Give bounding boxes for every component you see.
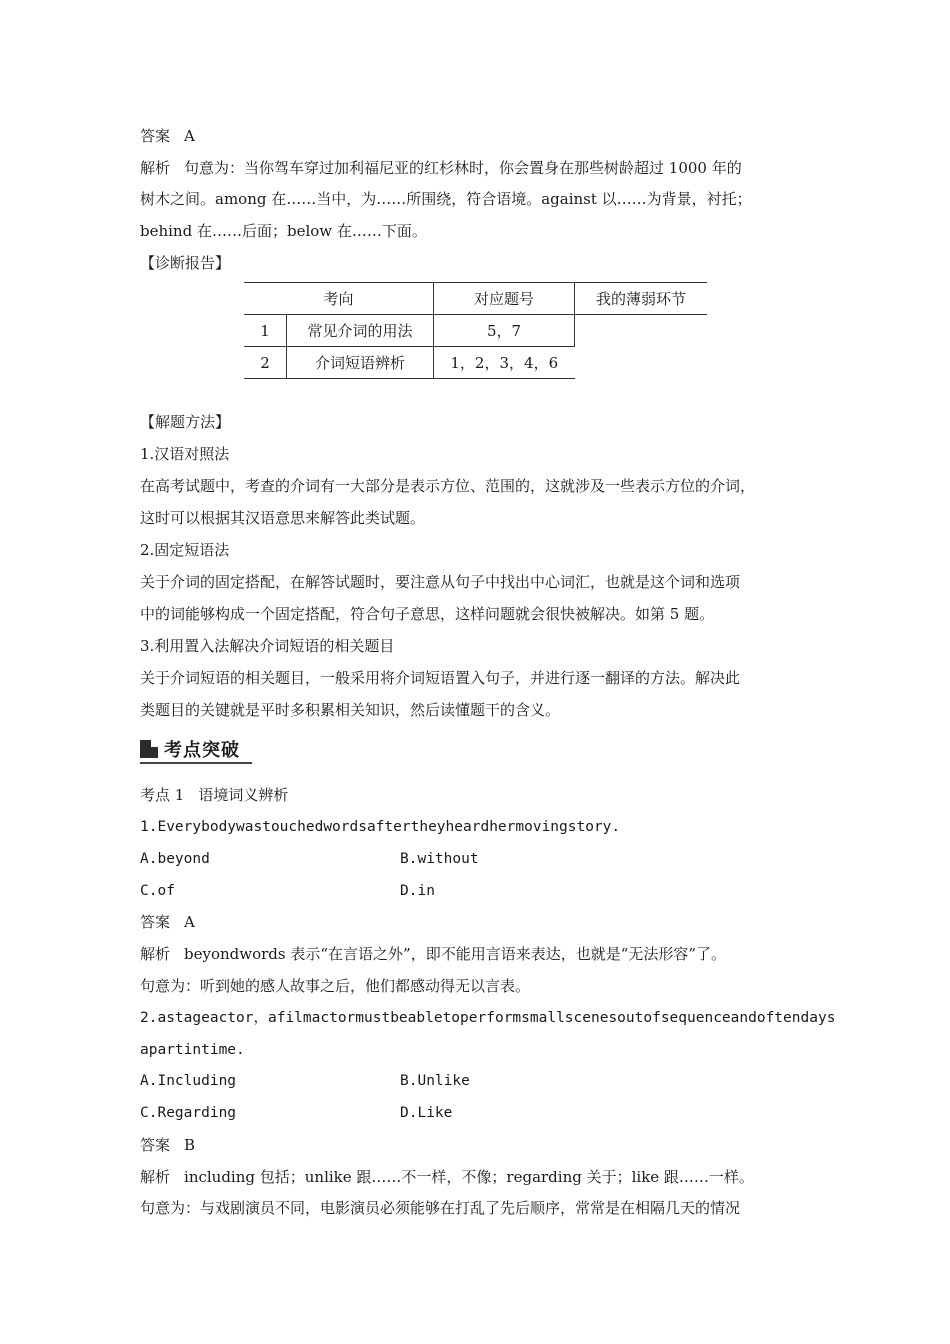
analysis-text: including 包括；unlike 跟……不一样，不像；regarding 关于；like 跟……一样。	[184, 1168, 754, 1186]
square-corner-icon	[140, 740, 158, 758]
method-title: 3.利用置入法解决介词短语的相关题目	[140, 637, 395, 655]
analysis-line	[140, 944, 726, 964]
analysis-line	[140, 1167, 754, 1187]
answer-line	[140, 126, 195, 146]
method-text: 关于介词短语的相关题目，一般采用将介词短语置入句子，并进行逐一翻译的方法。解决此	[140, 669, 741, 687]
kaodian-label: 考点 1	[140, 786, 185, 804]
method-text: 类题目的关键就是平时多积累相关知识，然后读懂题干的含义。	[140, 701, 561, 719]
section-title	[140, 736, 240, 762]
option-b: B.without	[400, 851, 479, 867]
analysis-label: 解析	[140, 1168, 171, 1186]
answer-label: 答案	[140, 127, 171, 145]
analysis-label: 解析	[140, 159, 171, 177]
analysis-text: behind 在……后面；below 在……下面。	[140, 222, 427, 240]
answer-value: A	[184, 127, 195, 145]
section-title-text: 考点突破	[164, 740, 240, 761]
answer-value: B	[184, 1136, 196, 1154]
section-underline	[140, 762, 252, 764]
answer-value: A	[184, 913, 195, 931]
header-items: 对应题号	[434, 283, 575, 315]
analysis-label: 解析	[140, 945, 171, 963]
table-row	[244, 315, 707, 347]
analysis-line	[140, 158, 742, 178]
option-c: C.of	[140, 883, 175, 899]
method-text: 这时可以根据其汉语意思来解答此类试题。	[140, 509, 426, 527]
analysis-text: beyondwords 表示“在言语之外”，即不能用言语来表达，也就是“无法形容”了。	[184, 945, 727, 963]
row-number: 2	[244, 347, 287, 379]
option-b: B.Unlike	[400, 1073, 470, 1089]
option-c: C.Regarding	[140, 1105, 237, 1121]
diagnosis-heading: 【诊断报告】	[140, 254, 231, 272]
diagnosis-table	[244, 282, 707, 379]
row-topic: 介词短语辨析	[287, 347, 434, 379]
method-title: 1.汉语对照法	[140, 445, 230, 463]
header-weak: 我的薄弱环节	[575, 283, 708, 315]
table-header-row	[244, 283, 707, 315]
method-text: 中的词能够构成一个固定搭配，符合句子意思，这样问题就会很快被解决。如第 5 题。	[140, 605, 715, 623]
option-a: A.beyond	[140, 851, 210, 867]
kaodian-name: 语境词义辨析	[198, 786, 289, 804]
analysis-text: 句意为：与戏剧演员不同，电影演员必须能够在打乱了先后顺序，常常是在相隔几天的情况	[140, 1199, 741, 1217]
row-number: 1	[244, 315, 287, 347]
method-heading: 【解题方法】	[140, 413, 231, 431]
question-stem: 2.astageactor，afilmactormustbeabletoperformsmallscenesoutofsequenceandoftendays	[140, 1010, 836, 1026]
row-items: 5，7	[434, 315, 575, 347]
analysis-text: 句意为：听到她的感人故事之后，他们都感动得无以言表。	[140, 977, 531, 995]
answer-line	[140, 912, 195, 932]
method-text: 关于介词的固定搭配，在解答试题时，要注意从句子中找出中心词汇，也就是这个词和选项	[140, 573, 741, 591]
answer-label: 答案	[140, 913, 171, 931]
header-topic: 考向	[244, 283, 434, 315]
method-title: 2.固定短语法	[140, 541, 230, 559]
analysis-text: 句意为：当你驾车穿过加利福尼亚的红杉林时，你会置身在那些树龄超过 1000 年的	[184, 159, 742, 177]
answer-line	[140, 1135, 195, 1155]
answer-label: 答案	[140, 1136, 171, 1154]
row-items: 1，2，3，4，6	[434, 347, 575, 379]
question-stem: 1.Everybodywastouchedwordsaftertheyheardhermovingstory.	[140, 819, 621, 835]
method-text: 在高考试题中，考查的介词有一大部分是表示方位、范围的，这就涉及一些表示方位的介词，	[140, 477, 756, 495]
question-stem: apartintime.	[140, 1042, 245, 1058]
row-topic: 常见介词的用法	[287, 315, 434, 347]
weak-point-cell	[575, 315, 708, 379]
option-a: A.Including	[140, 1073, 237, 1089]
analysis-text: 树木之间。among 在……当中，为……所围绕，符合语境。against 以……为背景，衬托；	[140, 190, 752, 208]
option-d: D.Like	[400, 1105, 453, 1121]
kaodian-line	[140, 785, 288, 805]
option-d: D.in	[400, 883, 435, 899]
